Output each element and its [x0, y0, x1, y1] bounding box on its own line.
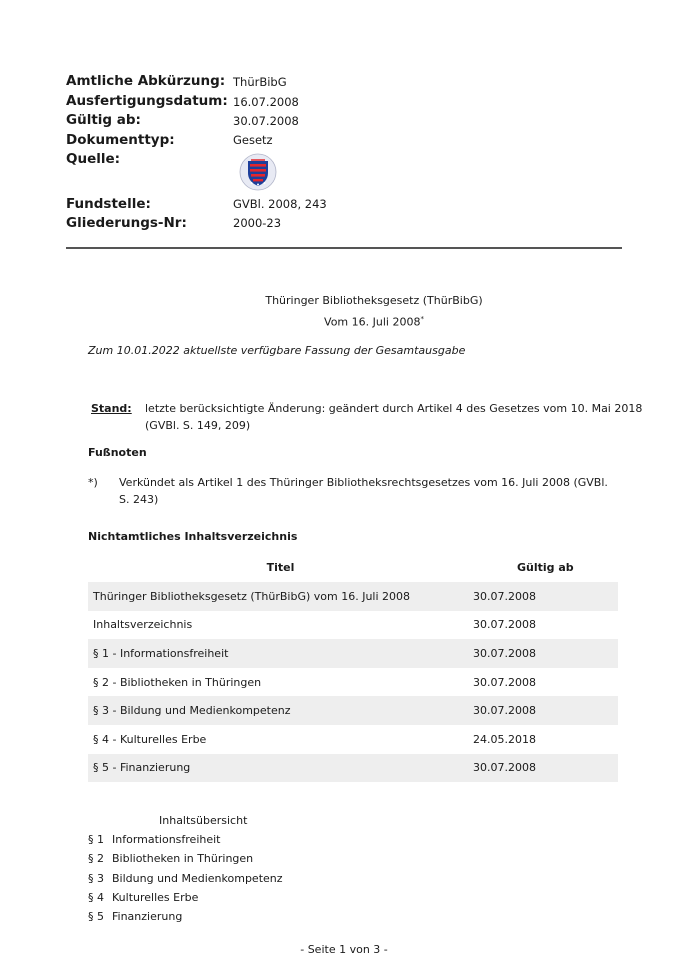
header-divider: [66, 247, 622, 249]
overview-item-text: Informationsfreiheit: [112, 833, 221, 846]
footnotes-heading: Fußnoten: [88, 446, 147, 459]
meta-date-label: Ausfertigungsdatum:: [66, 93, 228, 109]
toc-row-title[interactable]: § 4 - Kulturelles Erbe: [93, 732, 207, 746]
thuringia-coat-of-arms-icon: [239, 153, 277, 191]
meta-valid-label: Gültig ab:: [66, 112, 141, 128]
toc-row[interactable]: [88, 582, 618, 611]
law-date: Vom 16. Juli 2008: [324, 315, 421, 329]
meta-abbr-value: ThürBibG: [233, 75, 287, 89]
toc-row[interactable]: [88, 754, 618, 783]
stand-text-line1: letzte berücksichtigte Änderung: geändert durch Artikel 4 des Gesetzes vom 10. Mai 2018: [145, 402, 643, 415]
toc-table: [88, 552, 618, 782]
meta-date-value: 16.07.2008: [233, 95, 299, 109]
footnote-text-line2: S. 243): [119, 493, 159, 506]
toc-row-date: 30.07.2008: [473, 639, 618, 668]
footnote-marker: *: [420, 315, 424, 323]
overview-item-num: § 2: [88, 852, 104, 865]
footnote-text-line1: Verkündet als Artikel 1 des Thüringer Bibliotheksrechtsgesetzes vom 16. Juli 2008 (GVBl.: [119, 476, 608, 489]
toc-row-title[interactable]: Inhaltsverzeichnis: [93, 618, 193, 632]
overview-item-text: Finanzierung: [112, 910, 183, 923]
toc-row-date: 30.07.2008: [473, 754, 618, 783]
overview-item-num: § 4: [88, 891, 104, 904]
toc-row[interactable]: [88, 639, 618, 668]
version-note: Zum 10.01.2022 aktuellste verfügbare Fassung der Gesamtausgabe: [88, 344, 466, 357]
overview-item: [88, 852, 253, 865]
overview-item-num: § 3: [88, 872, 104, 885]
overview-heading: Inhaltsübersicht: [159, 814, 248, 827]
overview-item-text: Bibliotheken in Thüringen: [112, 852, 254, 865]
toc-row-date: 30.07.2008: [473, 582, 618, 611]
law-title: Thüringer Bibliotheksgesetz (ThürBibG): [265, 294, 483, 307]
toc-row-title[interactable]: § 5 - Finanzierung: [88, 754, 473, 783]
meta-class-value: 2000-23: [233, 216, 282, 230]
toc-row-title[interactable]: Thüringer Bibliotheksgesetz (ThürBibG) vom 16. Juli 2008: [88, 582, 473, 611]
overview-item: [88, 910, 182, 923]
meta-type-label: Dokumenttyp:: [66, 132, 175, 148]
toc-row[interactable]: [88, 725, 618, 754]
toc-heading: Nichtamtliches Inhaltsverzeichnis: [88, 530, 298, 543]
meta-ref-label: Fundstelle:: [66, 196, 151, 212]
page-footer: - Seite 1 von 3 -: [300, 943, 388, 956]
overview-item-num: § 1: [88, 833, 104, 846]
toc-row-date: 30.07.2008: [473, 675, 536, 689]
toc-header-row: [88, 552, 618, 582]
toc-row[interactable]: [88, 696, 618, 725]
toc-row-title[interactable]: § 2 - Bibliotheken in Thüringen: [93, 675, 262, 689]
toc-row[interactable]: [88, 668, 618, 697]
toc-row-title[interactable]: § 3 - Bildung und Medienkompetenz: [88, 696, 473, 725]
overview-item: [88, 872, 283, 885]
toc-col-valid: Gültig ab: [517, 560, 574, 574]
toc-row-title[interactable]: § 1 - Informationsfreiheit: [88, 639, 473, 668]
meta-class-label: Gliederungs-Nr:: [66, 215, 187, 231]
stand-text-line2: (GVBl. S. 149, 209): [145, 419, 251, 432]
toc-row[interactable]: [88, 611, 618, 640]
meta-source-label: Quelle:: [66, 151, 121, 167]
overview-item-text: Kulturelles Erbe: [112, 891, 199, 904]
toc-col-title: Titel: [266, 560, 295, 574]
toc-row-date: 30.07.2008: [473, 618, 536, 632]
footnote-marker-label: *): [88, 476, 98, 489]
overview-item-num: § 5: [88, 910, 104, 923]
meta-abbr-label: Amtliche Abkürzung:: [66, 73, 226, 89]
overview-item: [88, 891, 198, 904]
toc-row-date: 24.05.2018: [473, 732, 536, 746]
overview-item-text: Bildung und Medienkompetenz: [112, 872, 283, 885]
overview-item: [88, 833, 221, 846]
meta-type-value: Gesetz: [233, 133, 273, 147]
meta-ref-value: GVBl. 2008, 243: [233, 197, 327, 211]
toc-row-date: 30.07.2008: [473, 696, 618, 725]
meta-valid-value: 30.07.2008: [233, 114, 299, 128]
law-subtitle: [0, 315, 680, 329]
stand-label: Stand:: [91, 402, 132, 415]
